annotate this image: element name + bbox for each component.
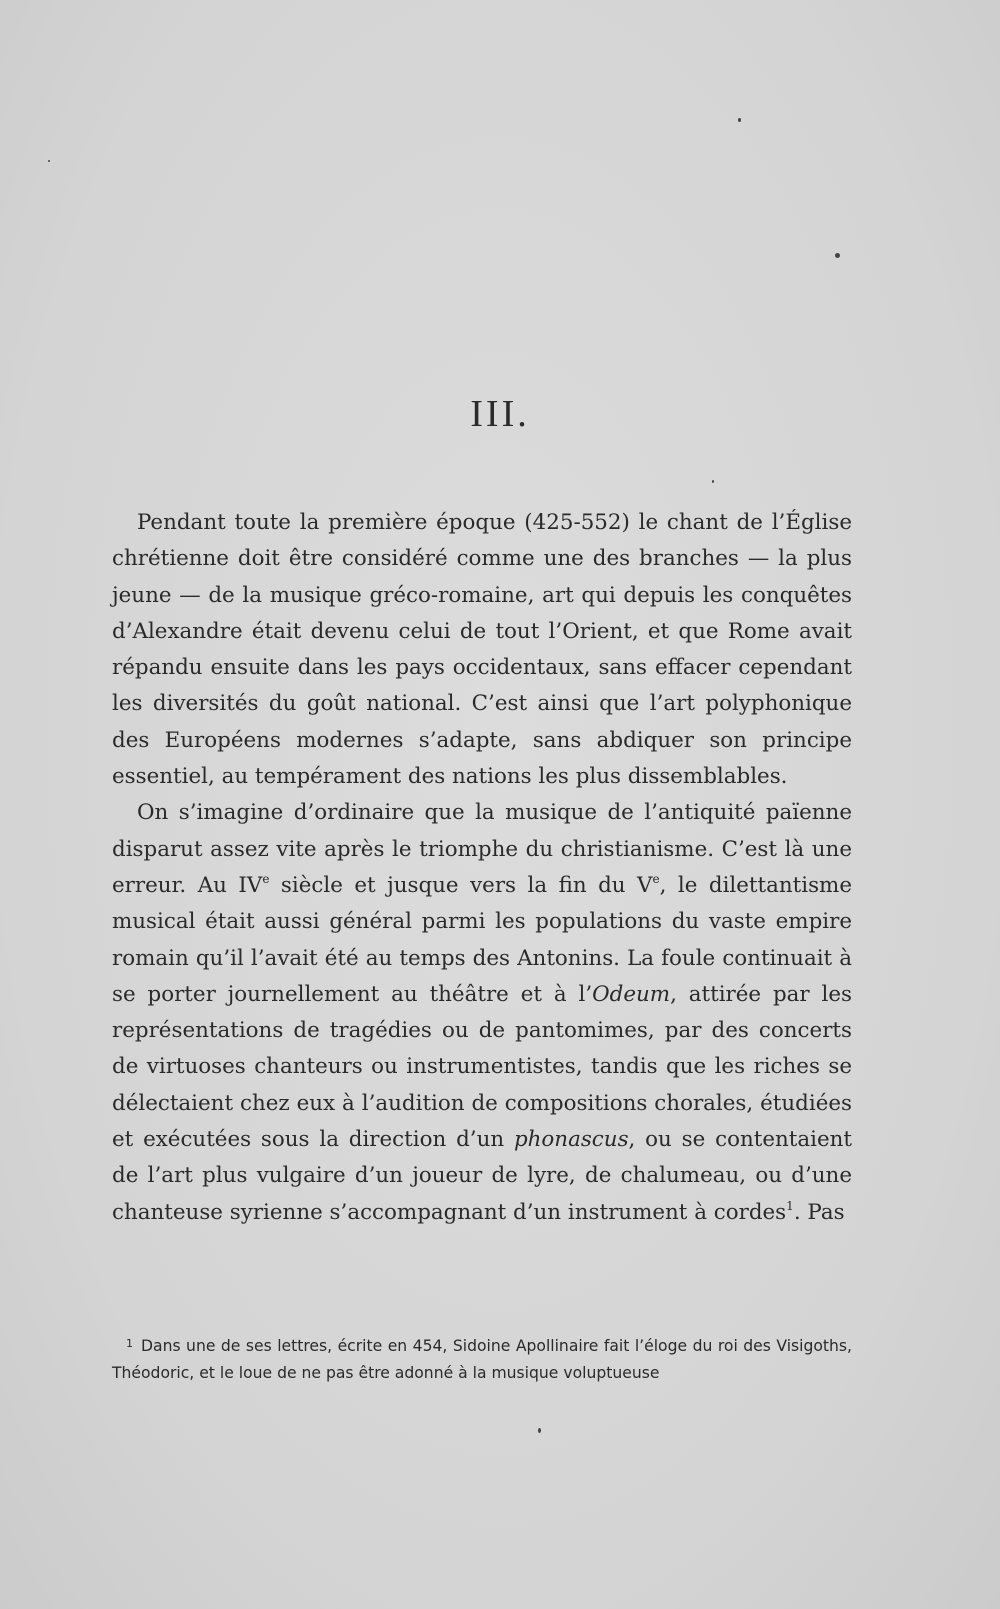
- italic-term: Odeum: [592, 981, 671, 1007]
- superscript: e: [652, 871, 660, 886]
- print-speck: [712, 480, 714, 483]
- superscript: 1: [786, 1198, 794, 1213]
- footnote: [112, 1330, 852, 1387]
- paragraph-2: [112, 795, 852, 1231]
- italic-term: phonascus: [513, 1127, 629, 1153]
- text-run: , le dilettantisme musical était aussi général parmi les populations du vaste empire romain qu’il l’avait été au temps des Antonins. La foule continuait à se porter journellement au théâtre et à l’: [112, 872, 853, 1007]
- footnote-text: Dans une de ses lettres, écrite en 454, Sidoine Apollinaire fait l’éloge du roi des Visigoths, Théodoric, et le loue de ne pas être adonné à la musique voluptueuse: [112, 1337, 852, 1382]
- text-run: Pendant toute la première époque (425-552) le chant de l’Église chrétienne doit être considéré comme une des branches — la plus jeune — de la musique gréco-romaine, art qui depuis les conquêtes d’Alexandre était devenu celui de tout l’Orient, et que Rome avait répandu ensuite dans les pays occidentaux, sans effacer cependant les diversités du goût national. C’est ainsi que l’art polyphonique des Européens modernes s’adapte, sans abdiquer son principe essentiel, au tempérament des nations les plus dissemblables.: [112, 510, 852, 790]
- text-run: siècle et jusque vers la fin du V: [269, 872, 653, 898]
- text-run: . Pas: [793, 1199, 845, 1225]
- print-speck: [835, 253, 840, 258]
- text-run: , ou se contentaient de l’art plus vulgaire d’un joueur de lyre, de chalumeau, ou d’une chanteuse syrienne s’accompagnant d’un instrument à cordes: [112, 1127, 852, 1225]
- footnote-mark: 1: [126, 1337, 133, 1350]
- text-run: , attirée par les représentations de tragédies ou de pantomimes, par des concerts de virtuoses chanteurs ou instrumentistes, tandis que les riches se délectaient chez eux à l’audition de compositions chorales, étudiées et exécutées sous la direction d’un: [112, 981, 852, 1153]
- body-text: [112, 505, 852, 1231]
- paragraph-1: [112, 505, 852, 795]
- print-speck: [538, 1428, 541, 1433]
- chapter-heading: III.: [470, 393, 530, 435]
- superscript: e: [262, 871, 270, 886]
- print-speck: [48, 160, 50, 162]
- text-run: On s’imagine d’ordinaire que la musique de l’antiquité païenne disparut assez vite après le triomphe du christianisme. C’est là une erreur. Au IV: [112, 800, 852, 898]
- print-speck: [738, 118, 741, 122]
